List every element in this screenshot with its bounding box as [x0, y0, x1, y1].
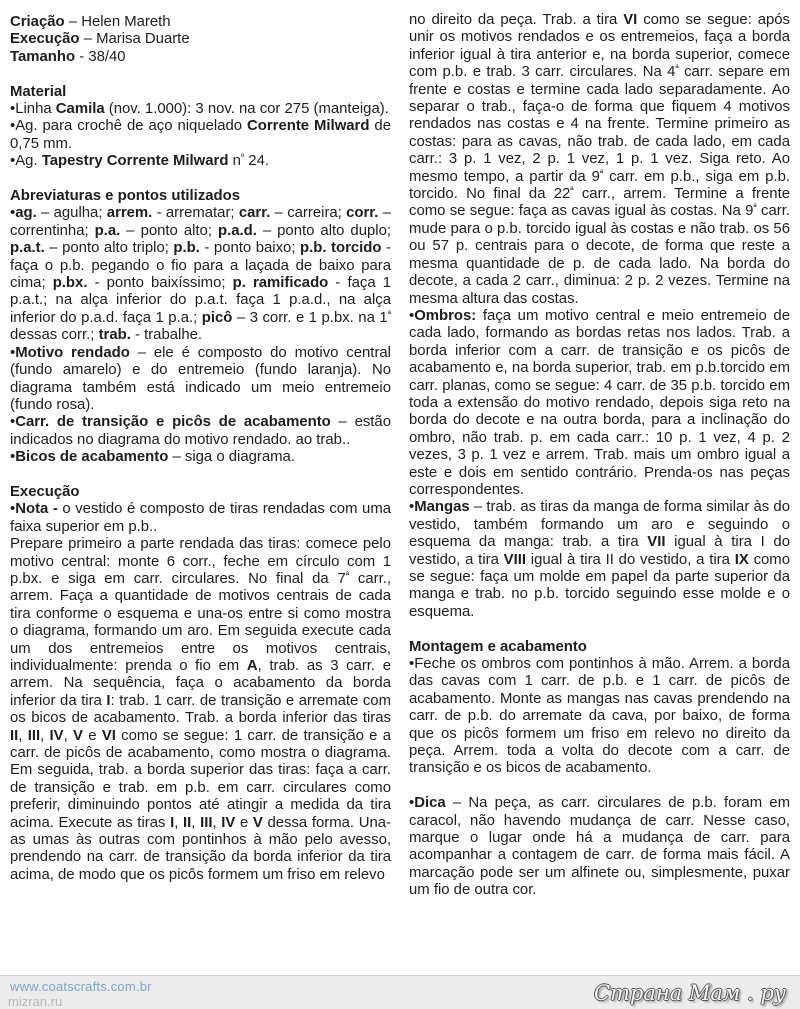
paragraph: •Nota - o vestido é composto de tiras rendadas com uma faixa superior em p.b..: [10, 501, 392, 535]
paragraph: •Ag. para crochê de aço niquelado Corrente Milward de 0,75 mm.: [10, 118, 391, 152]
tip-text: [409, 795, 790, 899]
paragraph: •ag. – agulha; arrem. - arrematar; carr. – carreira; corr. – correntinha; p.a. – ponto alto; p.a.d. – ponto alto duplo; p.a.t. – ponto alto triplo; p.b. - ponto baixo; p.b. torcido - faça o p.b. pegando o fio para a laçada de baixo para cima; p.bx. - ponto baixíssimo; p. ramificado - faça 1 p.a.t.; na alça inferior do p.a.t. faça 1 p.a.d., na alça inferior do p.a.d. faça 1 p.a.; picô – 3 corr. e 1 p.bx. na $1^ª$ dessas corr.; trab. - trabalhe.: [10, 205, 392, 344]
footer-divider: [0, 975, 800, 976]
execution-heading: Execução: [10, 483, 80, 500]
credit-line: Tamanho - 38/40: [10, 48, 126, 65]
paragraph: •Ag. Tapestry Corrente Milward $n^º$ 24.: [10, 152, 269, 170]
website-link[interactable]: www.coatscrafts.com.br: [10, 979, 152, 994]
credit-line: Criação – Helen Mareth: [10, 14, 171, 30]
abbreviations-list: [10, 205, 391, 466]
abbreviations-heading: Abreviaturas e pontos utilizados: [10, 188, 241, 205]
left-column: [10, 14, 391, 884]
paragraph: •Mangas – trab. as tiras da manga de forma similar às do vestido, também formando um aro e seguindo o esquema da manga: trab. a tira VII igual à tira I do vestido, a tira VIII igual à tira II do vestido, a tira IX como se segue: faça um molde em papel da parte superior da manga e trab. no p.b. torcido seguindo esse molde e o esquema.: [409, 499, 790, 620]
page-footer: [0, 975, 800, 1009]
paragraph: •Ombros: faça um motivo central e meio entremeio de cada lado, formando as bordas retas nos lados. Trab. a borda inferior com a carr. de transição e os picôs de acabamento e, na borda superior, trab. em p.b.torcido em carr. planas, como se segue: 4 carr. de 35 p.b. torcido em toda a extensão do motivo rendado, depois siga reto na borda do decote e na outra borda, para a inclinação do ombro, não trab. p. em cada carr.: 10 p. 1 vez, 4 p. 2 vezes, 3 p. 1 vez e arrem. Trab. mais um ombro igual a este e dois em sentido contrário. Prenda-os nas peças correspondentes.: [409, 307, 790, 498]
material-list: [10, 101, 391, 171]
paragraph: •Feche os ombros com pontinhos à mão. Arrem. a borda das cavas com 1 carr. de p.b. e 1 carr. de picôs de acabamento. Monte as mangas nas cavas prendendo na carr. de p.b. do arremate da cava, por baixo, de forma que os picôs formem um friso em relevo no direito da peça. Arrem. toda a volta do decote com a carr. de transição e os bicos de acabamento.: [409, 656, 790, 777]
paragraph: •Linha Camila (nov. 1.000): 3 nov. na cor 275 (manteiga).: [10, 101, 389, 118]
material-heading: Material: [10, 83, 67, 100]
paragraph: no direito da peça. Trab. a tira VI como se segue: após unir os motivos rendados e os entremeios, faça a borda inferior igual à tira anterior e, na borda superior, comece com p.b. e trab. 3 carr. circulares. Na $4^ª$ carr. separe em frente e costas e termine cada lado separadamente. Ao separar o trab., faça-o de forma que fiquem 4 motivos rendados nas costas e 4 na frente. Termine primeiro as costas: para as cavas, não trab. de cada lado, em cada carr.: 3 p. 1 vez, 2 p. 1 vez, 1 p. 1 vez. Siga reto. Ao mesmo tempo, a partir da $9^ª$ carr. em p.b., siga em p.b. torcido. No final da $22^ª$ carr., arrem. Termine a frente como se segue: faça as cavas igual às costas. Na $9^ª$ carr. mude para o p.b. torcido igual às costas e não trab. os 56 ou 57 p. centrais para o decote, de forma que reste a mesma quantidade de p. de cada lado. Na borda do decote, a cada 2 carr., diminua: 2 p. 2 vezes. Termine na mesma altura das costas.: [409, 12, 791, 307]
assembly-text: [409, 656, 790, 778]
paragraph: Prepare primeiro a parte rendada das tiras: comece pelo motivo central: monte 6 corr., feche em círculo com 1 p.bx. e siga em carr. circulares. No final da $7^ª$ carr., arrem. Faça a quantidade de motivos centrais de cada tira conforme o esquema e una-os entre si como mostra o diagrama, formando um aro. Em seguida execute cada um dos entremeios entre os motivos centrais, individualmente: prenda o fio em A, trab. as 3 carr. e arrem. Na sequência, faça o acabamento da borda inferior da tira I: trab. 1 carr. de transição e arremate com os bicos de acabamento. Trab. a borda inferior das tiras II, III, IV, V e VI como se segue: 1 carr. de transição e a carr. de picôs de acabamento, como mostra o diagrama. Em seguida, trab. a borda superior das tiras: faça a carr. de transição e trab. em p.b. em carr. circulares como preferir, diminuindo pontos até atingir a medida da tira acima. Execute as tiras I, II, III, IV e V dessa forma. Una-as umas às outras com pontinhos à mão pelo avesso, prendendo na carr. de transição da borda inferior da tira acima, de modo que os picôs formem um friso em relevo: [10, 536, 392, 883]
credit-line: Execução – Marisa Duarte: [10, 31, 190, 48]
paragraph: •Dica – Na peça, as carr. circulares de p.b. foram em caracol, não havendo mudança de carr. Nesse caso, marque o lugar onde há a mudança de carr. para acompanhar a contagem de carr. de forma mais fácil. A marcação pode ser um alfinete ou, simplesmente, puxar um fio de outra cor.: [409, 795, 790, 899]
right-column: [409, 12, 790, 900]
assembly-heading: Montagem e acabamento: [409, 638, 587, 655]
credits-block: [10, 14, 391, 66]
brand-logo: Страна Мам . ру: [593, 981, 786, 1005]
execution-text-right: [409, 12, 790, 621]
paragraph: •Motivo rendado – ele é composto do motivo central (fundo amarelo) e do entremeio (fundo laranja). No diagrama também está indicado um meio entremeio (fundo rosa).: [10, 344, 391, 413]
watermark: mizran.ru: [8, 994, 63, 1009]
execution-text-left: [10, 501, 391, 884]
paragraph: •Carr. de transição e picôs de acabamento – estão indicados no diagrama do motivo rendado. ao trab..: [10, 414, 391, 448]
paragraph: •Bicos de acabamento – siga o diagrama.: [10, 449, 295, 466]
